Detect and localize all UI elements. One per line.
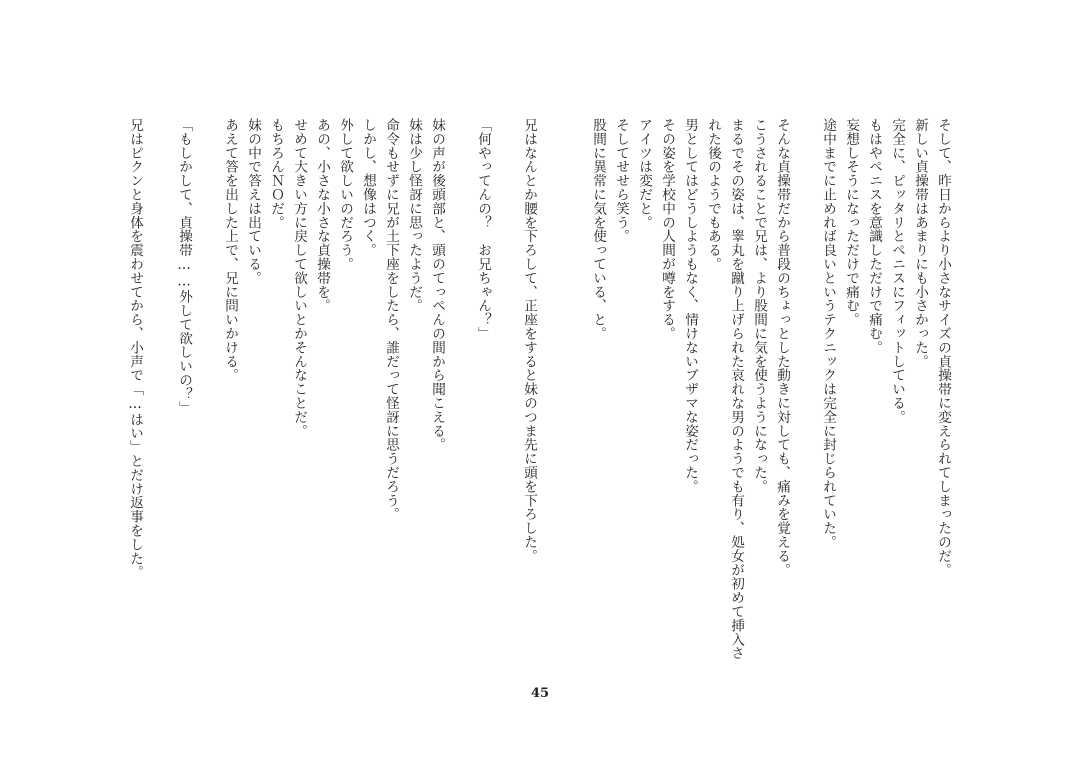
vertical-text-line: こうされることで兄は、より股間に気を使うようになった。 [751,118,767,494]
vertical-text-line: そしてせせら笑う。 [613,118,629,244]
vertical-text-line: れた後のようでもある。 [705,118,721,271]
vertical-text-line: 「何やってんの？ お兄ちゃん？」 [475,118,491,341]
vertical-text-line: しかし、想像はつく。 [360,118,376,257]
vertical-text-line: 妹は少し怪訝に思ったようだ。 [406,118,422,313]
vertical-text-line: その姿を学校中の人間が噂をする。 [659,118,675,341]
vertical-text-line: そして、昨日からより小さなサイズの貞操帯に変えられてしまったのだ。 [935,118,951,577]
vertical-text-line: 完全に、ピッタリとペニスにフィットしている。 [889,118,905,424]
vertical-text-line: 兄はピクンと身体を震わせてから、小声で「…はい」とだけ返事をした。 [127,118,143,580]
vertical-text-line: 男としてはどうしようもなく、情けないブザマな姿だった。 [682,118,698,494]
vertical-text-line: 新しい貞操帯はあまりにも小さかった。 [912,118,928,369]
vertical-text-line: 「もしかして、貞操帯……外して欲しいの？」 [176,118,192,415]
vertical-text-line: もちろんＮＯだ。 [268,118,284,230]
vertical-text-line: アイツは変だと。 [636,118,652,230]
vertical-text-line: まるでその姿は、睾丸を蹴り上げられた哀れな男のようでも有り、処女が初めて挿入さ [728,118,744,661]
vertical-text-line: 妄想しそうになっただけで痛む。 [843,118,859,327]
vertical-text-line: 外して欲しいのだろう。 [337,118,353,271]
vertical-text-line: せめて大きい方に戻して欲しいとかそんなことだ。 [291,118,307,438]
vertical-text-line: 兄はなんとか腰を下ろして、正座をすると妹のつま先に頭を下ろした。 [521,118,537,563]
page-number: 45 [530,686,550,701]
vertical-text-line: 妹の声が後頭部と、頭のてっぺんの間から聞こえる。 [429,118,445,452]
vertical-text-line: 途中までに止めれば良いというテクニックは完全に封じられていた。 [820,118,836,549]
vertical-text-line: そんな貞操帯だから普段のちょっとした動きに対しても、痛みを覚える。 [774,118,790,577]
vertical-text-line: あえて答を出した上で、兄に問いかける。 [222,118,238,383]
vertical-text-line: あの、小さな小さな貞操帯を。 [314,118,330,313]
vertical-text-line: もはやペニスを意識しただけで痛む。 [866,118,882,355]
vertical-text-line: 命令もせずに兄が土下座をしたら、誰だって怪訝に思うだろう。 [383,118,399,522]
vertical-text-line: 妹の中で答えは出ている。 [245,118,261,285]
vertical-text-line: 股間に異常に気を使っている、と。 [590,118,606,341]
